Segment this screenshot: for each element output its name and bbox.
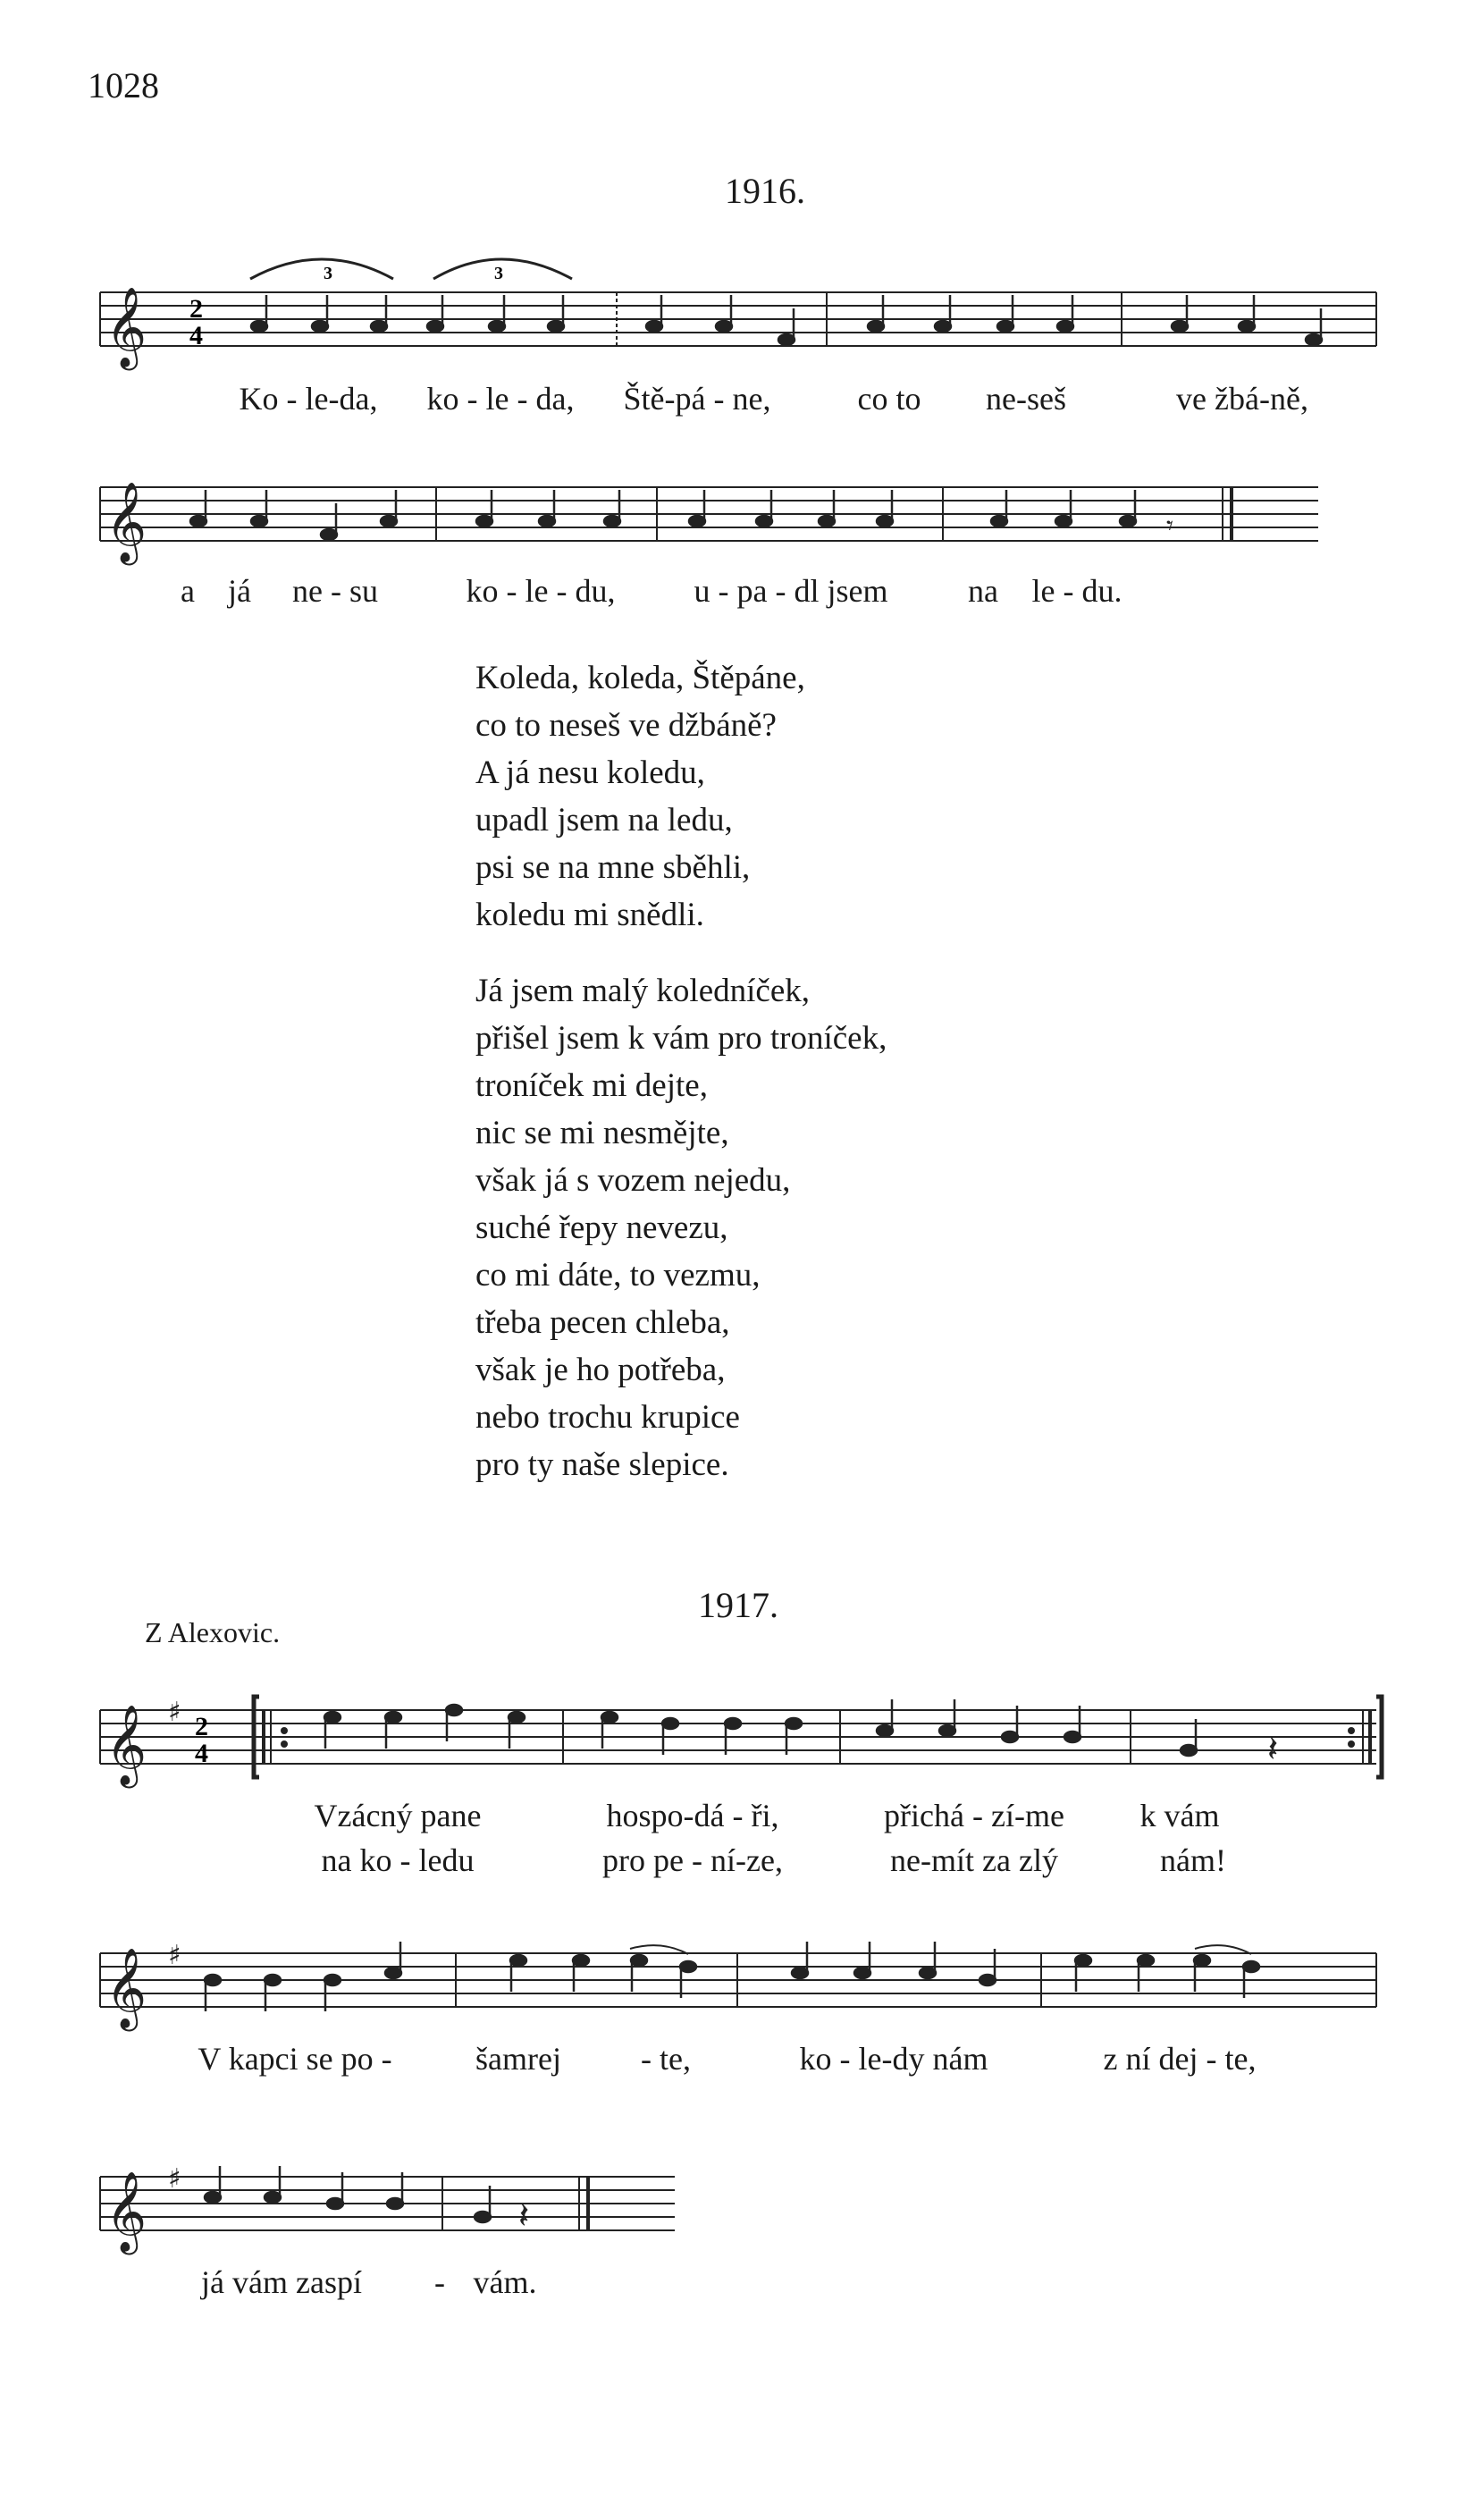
svg-text:4: 4	[189, 321, 203, 350]
svg-text:2: 2	[189, 294, 203, 324]
verse-line: nebo trochu krupice	[475, 1399, 740, 1436]
page-number: 1028	[88, 65, 159, 105]
verse-line: Koleda, koleda, Štěpáne,	[475, 660, 805, 696]
lyric-syllable: ne-seš	[986, 381, 1066, 417]
svg-text:𝄾: 𝄾	[1166, 510, 1173, 542]
lyric-syllable: le - du.	[1031, 573, 1122, 609]
verse-line: nic se mi nesmějte,	[475, 1115, 729, 1151]
svg-text:𝄞: 𝄞	[105, 482, 147, 562]
verse-line: pro ty naše slepice.	[475, 1446, 729, 1483]
lyric-syllable: co to	[857, 381, 921, 417]
lyric-syllable: šamrej	[475, 2041, 561, 2077]
verse-line: A já nesu koledu,	[475, 754, 705, 791]
lyric-syllable: ne - su	[292, 573, 378, 609]
lyric-syllable: pro pe - ní-ze,	[602, 1842, 783, 1878]
lyric-syllable: ko - le - du,	[466, 573, 616, 609]
verse-line: upadl jsem na ledu,	[475, 802, 733, 839]
verse-line: troníček mi dejte,	[475, 1067, 708, 1104]
svg-text:♯: ♯	[168, 2163, 181, 2195]
lyric-syllable: ko - le-dy nám	[799, 2041, 988, 2077]
song-title-1917: 1917.	[698, 1585, 778, 1625]
lyric-syllable: ne-mít za zlý	[890, 1842, 1058, 1878]
lyric-syllable: na ko - ledu	[321, 1842, 475, 1878]
lyric-syllable: já vám zaspí	[201, 2264, 362, 2300]
lyric-syllable: -	[434, 2264, 445, 2300]
lyric-syllable: Ko - le-da,	[239, 381, 378, 417]
svg-text:3: 3	[494, 264, 503, 283]
verse-line: třeba pecen chleba,	[475, 1304, 730, 1341]
lyric-syllable: a	[181, 573, 195, 609]
lyric-syllable: u - pa - dl jsem	[694, 573, 888, 609]
lyric-syllable: vám.	[473, 2264, 537, 2300]
lyric-syllable: Ště-pá - ne,	[623, 381, 771, 417]
lyric-syllable: přichá - zí-me	[884, 1798, 1064, 1833]
verse-line: suché řepy nevezu,	[475, 1209, 728, 1246]
svg-text:𝄞: 𝄞	[105, 287, 147, 367]
svg-text:𝄽: 𝄽	[518, 2196, 530, 2237]
lyric-syllable: Vzácný pane	[314, 1798, 482, 1833]
verse-line: co mi dáte, to vezmu,	[475, 1257, 761, 1294]
svg-text:𝄞: 𝄞	[105, 1948, 147, 2028]
lyric-syllable: ve žbá-ně,	[1176, 381, 1308, 417]
lyric-syllable: nám!	[1160, 1842, 1226, 1878]
verse-line: Já jsem malý koledníček,	[475, 973, 811, 1009]
svg-text:3: 3	[324, 264, 332, 283]
lyric-syllable: ko - le - da,	[426, 381, 575, 417]
svg-text:♯: ♯	[168, 1697, 181, 1728]
verse-line: přišel jsem k vám pro troníček,	[475, 1020, 887, 1057]
lyric-syllable: na	[968, 573, 998, 609]
song-title-1916: 1916.	[725, 171, 805, 211]
svg-text:𝄞: 𝄞	[105, 2171, 147, 2252]
svg-text:4: 4	[195, 1739, 208, 1768]
lyric-syllable: já	[228, 573, 251, 609]
verse-line: psi se na mne sběhli,	[475, 849, 751, 886]
svg-text:𝄞: 𝄞	[105, 1705, 147, 1785]
verse-line: koledu mi snědli.	[475, 897, 704, 933]
svg-text:𝄽: 𝄽	[1267, 1729, 1279, 1770]
lyric-syllable: z ní dej - te,	[1103, 2041, 1257, 2077]
verse-line: však je ho potřeba,	[475, 1352, 726, 1388]
svg-text:2: 2	[195, 1712, 208, 1741]
lyric-syllable: k vám	[1139, 1798, 1220, 1833]
lyric-syllable: - te,	[641, 2041, 691, 2077]
svg-text:♯: ♯	[168, 1940, 181, 1971]
verse-line: co to neseš ve džbáně?	[475, 707, 777, 744]
lyric-syllable: V kapci se po -	[198, 2041, 392, 2077]
song-origin: Z Alexovic.	[145, 1616, 281, 1648]
verse-line: však já s vozem nejedu,	[475, 1162, 791, 1199]
lyric-syllable: hospo-dá - ři,	[606, 1798, 779, 1833]
